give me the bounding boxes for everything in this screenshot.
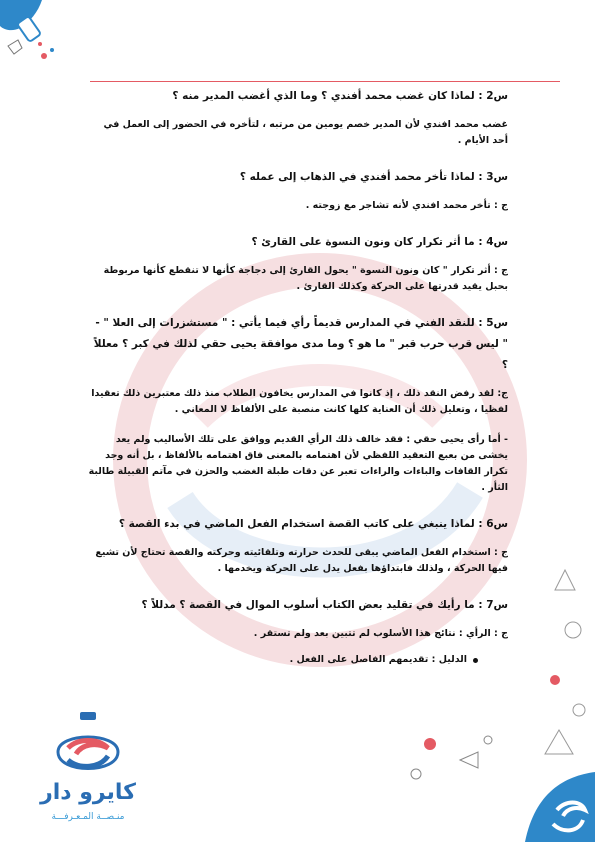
brand-mark-icon [28,712,148,782]
answer-7: ج : الرأي : نتائج هذا الأسلوب لم تتبين بعد ولم تستقر . [253,628,508,639]
evidence-bullet [88,652,478,668]
flask-hand-icon [0,0,70,70]
question-6: س6 : لماذا ينبغي على كاتب القصة استخدام الفعل الماضي في بدء القصة ؟ [118,518,508,530]
answer-3: ج : تأخر محمد افندي لأنه تشاجر مع زوجته . [305,200,508,211]
lab-doodles-icon [400,730,510,790]
answer-6: ج : استخدام الفعل الماضي يبقى للحدث حرارته وتلقائيته وحركته والقصة تحتاج لأن تشيع فيها الحركة ، ولذلك فابتداؤها بفعل يدل على الحركة ويخدمها . [95,547,508,574]
evidence-text: الدليل : تقديمهم الفاصل على الفعل . [289,654,467,665]
science-doodles-icon [535,560,595,780]
brand-tagline: منـصــة المـعـرفـــة [51,812,125,822]
answer-5-continued: - أما رأى يحيى حقي : فقد خالف ذلك الرأي القديم ووافق على تلك الأساليب ولم يعد يخشى من بعبع التعقيد اللفظي لأن اهتمامه بالمعنى فاق اهتمامه بالألفاظ ، بل أنه وجد تكرار القافات والباءات والراءات تعبر عن دقات طبلة الغضب والحزن في مآتم القبيلة طالبة الثأر . [88,434,508,493]
corner-logo-mark [505,762,595,842]
question-3: س3 : لماذا تأخر محمد أفندي في الذهاب إلى عمله ؟ [239,171,508,183]
question-2: س2 : لماذا كان غضب محمد أفندي ؟ وما الذي أغضب المدير منه ؟ [172,90,508,102]
brand-name: كايرو دار [40,780,136,805]
answer-2: غضب محمد افندي لأن المدير خصم يومين من مرتبه ، لتأخره في الحضور إلى العمل في أحد الأيام . [103,119,508,146]
header-rule [90,81,560,82]
bullet-icon [473,658,478,663]
brand-logo [28,712,148,832]
answer-4: ج : أثر تكرار " كان ونون النسوة " يحول القارئ إلى دجاجة كأنها لا تنقطع كأنها مربوطة بحبل يقيد قدرتها على الحركة وكذلك القارئ . [103,265,508,292]
question-4: س4 : ما أثر تكرار كان ونون النسوة على القارئ ؟ [251,236,508,248]
question-5: س5 : للنقد الفني في المدارس قديماً رأي فيما يأتي : " مستشزرات إلى العلا " - " ليس قرب حرب قبر " ما هو ؟ وما مدى موافقة يحيى حقي لذلك في كبر ؟ معللاً ؟ [93,317,508,371]
question-7: س7 : ما رأيك في تقليد بعض الكتاب أسلوب الموال في القصة ؟ مدللاً ؟ [141,599,508,611]
answer-5: ج: لقد رفض النقد ذلك ، إذ كانوا في المدارس يخافون الطلاب منذ ذلك معتبرين ذلك تعقيدا لفظيا ، وتعليل ذلك أن العناية كلها كانت منصبة على الألفاظ لا المعاني . [91,388,508,415]
qa-content [88,86,508,668]
